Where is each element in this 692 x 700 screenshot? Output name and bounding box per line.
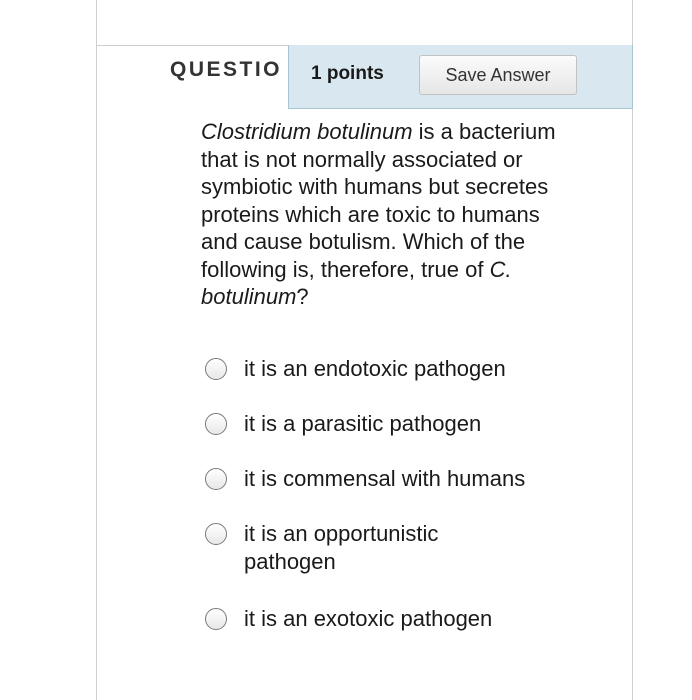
- question-text: [201, 118, 581, 311]
- radio-button[interactable]: [205, 468, 227, 490]
- radio-button[interactable]: [205, 523, 227, 545]
- answer-option-3[interactable]: [205, 465, 574, 493]
- answer-option-label: it is a parasitic pathogen: [244, 411, 482, 436]
- question-end: ?: [296, 284, 309, 309]
- answer-option-label: it is commensal with humans: [244, 466, 526, 491]
- question-body: is a bacterium that is not normally associated or symbiotic with humans but secretes proteins which are toxic to humans and cause botulism. Which of the following is, therefore, true of: [201, 119, 556, 282]
- answer-option-label: it is an exotoxic pathogen: [244, 606, 493, 631]
- answer-option-4[interactable]: [205, 520, 484, 576]
- answer-option-1[interactable]: [205, 355, 574, 383]
- points-value: 1 points: [311, 63, 384, 84]
- answer-option-5[interactable]: [205, 605, 574, 633]
- save-answer-button[interactable]: Save Answer: [419, 55, 577, 95]
- answer-option-label: it is an endotoxic pathogen: [244, 356, 506, 381]
- radio-button[interactable]: [205, 413, 227, 435]
- points-panel: [288, 45, 633, 109]
- question-label: QUESTIO: [170, 58, 283, 81]
- answer-option-2[interactable]: [205, 410, 574, 438]
- radio-button[interactable]: [205, 358, 227, 380]
- radio-button[interactable]: [205, 608, 227, 630]
- species-name: Clostridium botulinum: [201, 119, 413, 144]
- answer-option-label: it is an opportunistic pathogen: [244, 521, 439, 574]
- species-abbrev: C. botulinum: [201, 256, 512, 309]
